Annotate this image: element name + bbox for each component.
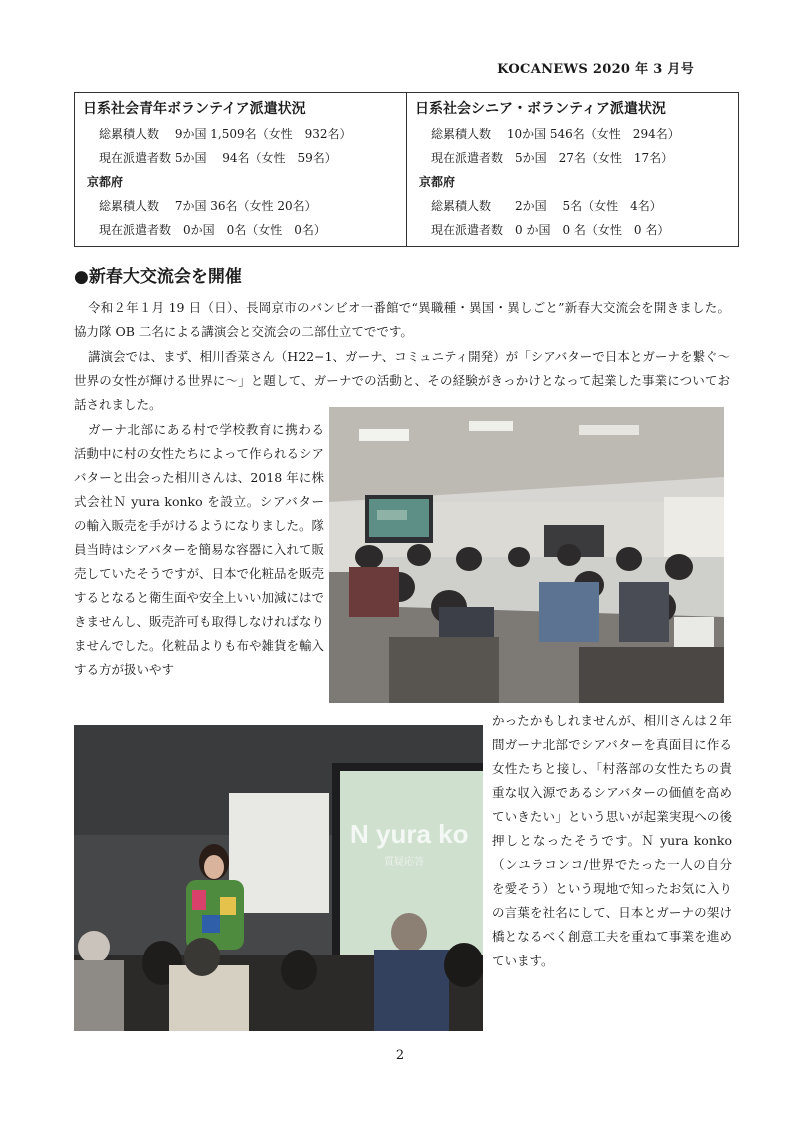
page-number: 2 [395, 1048, 405, 1063]
slide-text: N yura ko [350, 819, 469, 849]
lecture-audience-photo [329, 407, 724, 703]
article-paragraph-3: ガーナ北部にある村で学校教育に携わる活動中に村の女性たちによって作られるシアバターと出会った相川さんは、2018 年に株式会社Ｎ yura konko を設立。シアバターの輸入販売を手がけるようになりました。隊員当時はシアバターを簡易な容器に入れて販売していたそうですが、日本で化粧品を販売するとなると衛生面や安全上いい加減にはできませんし、販売許可も取得しなければなりませんでした。化粧品よりも布や雑貨を輸入する方が扱いやす [74, 422, 325, 677]
article-title: ●新春大交流会を開催 [74, 267, 242, 287]
senior-total-row: 総累積人数 10か国 546名（女性 294名） [431, 127, 680, 141]
senior-current-row: 現在派遣者数 5か国 27名（女性 17名） [431, 151, 674, 165]
article-paragraph-4: かったかもしれませんが、相川さんは２年間ガーナ北部でシアバターを真面目に作る女性たちと接し、「村落部の女性たちの貴重な収入源であるシアバターの価値を高めていきたい」という思いが起業実現への後押しとなったそうです。Ｎ yura konko（ンユラコンコ/世界でたった一人の自分を愛そう）という現地で知ったお気に入りの言葉を社名にして、日本とガーナの架け橋となるべく創意工夫を重ねて事業を進めています。 [492, 713, 732, 968]
speaker-photo [74, 725, 483, 1031]
senior-volunteer-stats [406, 93, 738, 246]
volunteer-stats-box [74, 92, 739, 247]
youth-kyoto-label: 京都府 [87, 175, 124, 189]
issue-header: KOCANEWS 2020 年 3 月号 [497, 62, 694, 77]
article-paragraph-1: 令和２年１月 19 日（日）、長岡京市のバンビオ一番館で“異職種・異国・異しごと”新春大交流会を開きました。協力隊 OB 二名による講演会と交流会の二部仕立てでです。 [74, 300, 730, 339]
youth-stats-title: 日系社会青年ボランテイア派遣状況 [83, 101, 306, 117]
youth-volunteer-stats [75, 93, 406, 246]
senior-kyoto-current-row: 現在派遣者数 0 か国 0 名（女性 0 名） [431, 223, 670, 237]
senior-kyoto-total-row: 総累積人数 2か国 5名（女性 4名） [431, 199, 662, 213]
youth-total-row: 総累積人数 9か国 1,509名（女性 932名） [99, 127, 352, 141]
youth-kyoto-current-row: 現在派遣者数 0か国 0名（女性 0名） [99, 223, 326, 237]
senior-stats-title: 日系社会シニア・ボランティア派遣状況 [415, 101, 666, 117]
youth-current-row: 現在派遣者数 5か国 94名（女性 59名） [99, 151, 337, 165]
youth-kyoto-total-row: 総累積人数 7か国 36名（女性 20名） [99, 199, 317, 213]
article-paragraph-2: 講演会では、まず、相川香菜さん（H22−1、ガーナ、コミュニティ開発）が「シアバターで日本とガーナを繋ぐ〜世界の女性が輝ける世界に〜」と題して、ガーナでの活動と、その経験がきっかけとなって起業した事業についてお話されました。 [74, 349, 730, 412]
senior-kyoto-label: 京都府 [419, 175, 456, 189]
slide-subtext: 質疑応答 [384, 857, 424, 868]
